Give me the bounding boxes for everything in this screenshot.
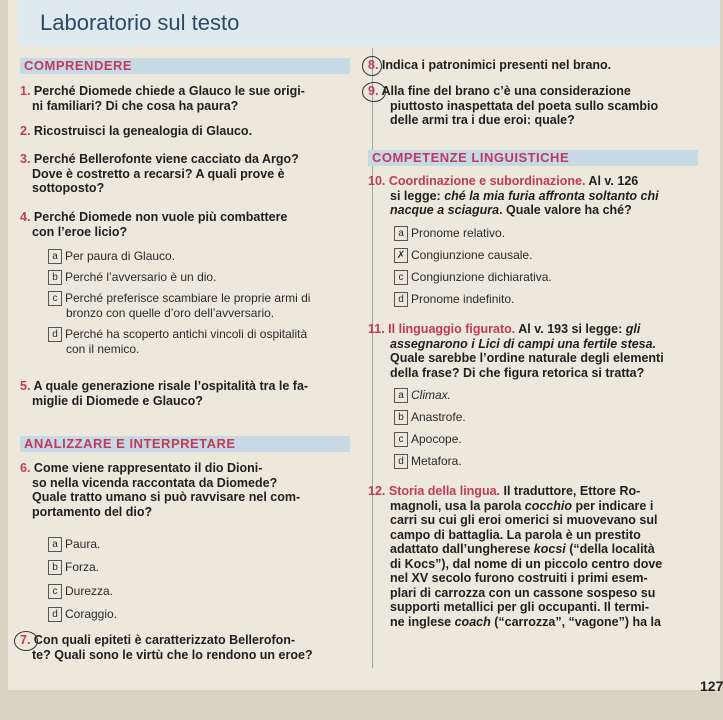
page-header bbox=[18, 0, 720, 46]
q6-option-d[interactable]: d Coraggio. bbox=[48, 607, 117, 622]
handwritten-circle-mark bbox=[14, 631, 38, 651]
q4-option-a[interactable]: a Per paura di Glauco. bbox=[48, 249, 175, 264]
question-8: 8. Indica i patronimici presenti nel brano. bbox=[368, 58, 612, 72]
question-11: 11. Il linguaggio figurato. Al v. 193 si legge: gli assegnarono i Lici di campi una fertile stesa. Quale sarebbe l’ordine naturale degli elementi della frase? Di che figura retorica si tratta? bbox=[368, 322, 664, 380]
q11-option-d[interactable]: d Metafora. bbox=[394, 454, 462, 469]
question-4: 4. Perché Diomede non vuole più combattere con l’eroe licio? bbox=[20, 210, 288, 239]
section-competenze: COMPETENZE LINGUISTICHE bbox=[368, 150, 698, 166]
q11-option-a[interactable]: a Climax. bbox=[394, 388, 451, 403]
q10-option-c[interactable]: c Congiunzione dichiarativa. bbox=[394, 270, 552, 285]
question-2: 2. Ricostruisci la genealogia di Glauco. bbox=[20, 124, 253, 138]
q10-option-b[interactable]: ✗ Congiunzione causale. bbox=[394, 248, 532, 263]
q4-option-c[interactable]: c Perché preferisce scambiare le proprie armi di bronzo con quelle d’oro dell’avversario. bbox=[48, 291, 310, 321]
question-12: 12. Storia della lingua. Il traduttore, Ettore Ro- magnoli, usa la parola cocchio per indicare i carri su cui gli eroi omerici si muovevano sul campo di battaglia. La parola è un prestito adattato dall’ungherese kocsi (“della località di Kocs”), dal nome di un piccolo centro dove nel XV secolo furono costruiti i primi esem- plari di carrozza con un cassone sospeso su supporti metallici per gli occupanti. Il termi- ne inglese coach (“carrozza”, “vagone”) ha la bbox=[368, 484, 663, 629]
question-1: 1. Perché Diomede chiede a Glauco le sue origi- ni familiari? Di che cosa ha paura? bbox=[20, 84, 305, 113]
q10-option-a[interactable]: a Pronome relativo. bbox=[394, 226, 505, 241]
q10-option-d[interactable]: d Pronome indefinito. bbox=[394, 292, 514, 307]
question-10: 10. Coordinazione e subordinazione. Al v. 126 si legge: ché la mia furia affronta soltanto chi nacque a sciagura. Quale valore ha ché? bbox=[368, 174, 659, 217]
question-9: 9. Alla fine del brano c’è una considerazione piuttosto inaspettata del poeta sullo scambio delle armi tra i due eroi: quale? bbox=[368, 84, 659, 127]
q11-option-b[interactable]: b Anastrofe. bbox=[394, 410, 466, 425]
q6-option-a[interactable]: a Paura. bbox=[48, 537, 100, 552]
question-3: 3. Perché Bellerofonte viene cacciato da Argo? Dove è costretto a recarsi? A quali prove è sottoposto? bbox=[20, 152, 299, 195]
question-6: 6. Come viene rappresentato il dio Dioni- so nella vicenda raccontata da Diomede? Quale tratto umano si può ravvisare nel com- portamento del dio? bbox=[20, 461, 301, 519]
q6-option-c[interactable]: c Durezza. bbox=[48, 584, 113, 599]
textbook-page bbox=[8, 0, 723, 694]
question-5: 5. A quale generazione risale l’ospitalità tra le fa- miglie di Diomede e Glauco? bbox=[20, 379, 309, 408]
q6-option-b[interactable]: b Forza. bbox=[48, 560, 99, 575]
section-comprendere: COMPRENDERE bbox=[20, 58, 350, 74]
question-7: 7. Con quali epiteti è caratterizzato Bellerofon- te? Quali sono le virtù che lo rendono un eroe? bbox=[20, 633, 313, 662]
page-title: Laboratorio sul testo bbox=[40, 10, 240, 35]
q11-option-c[interactable]: c Apocope. bbox=[394, 432, 462, 447]
q4-option-b[interactable]: b Perché l’avversario è un dio. bbox=[48, 270, 216, 285]
handwritten-circle-mark bbox=[362, 56, 382, 76]
page-number: 127 bbox=[700, 678, 723, 694]
q4-option-d[interactable]: d Perché ha scoperto antichi vincoli di ospitalità con il nemico. bbox=[48, 327, 307, 357]
handwritten-circle-mark bbox=[362, 82, 386, 102]
section-analizzare: ANALIZZARE E INTERPRETARE bbox=[20, 436, 350, 452]
